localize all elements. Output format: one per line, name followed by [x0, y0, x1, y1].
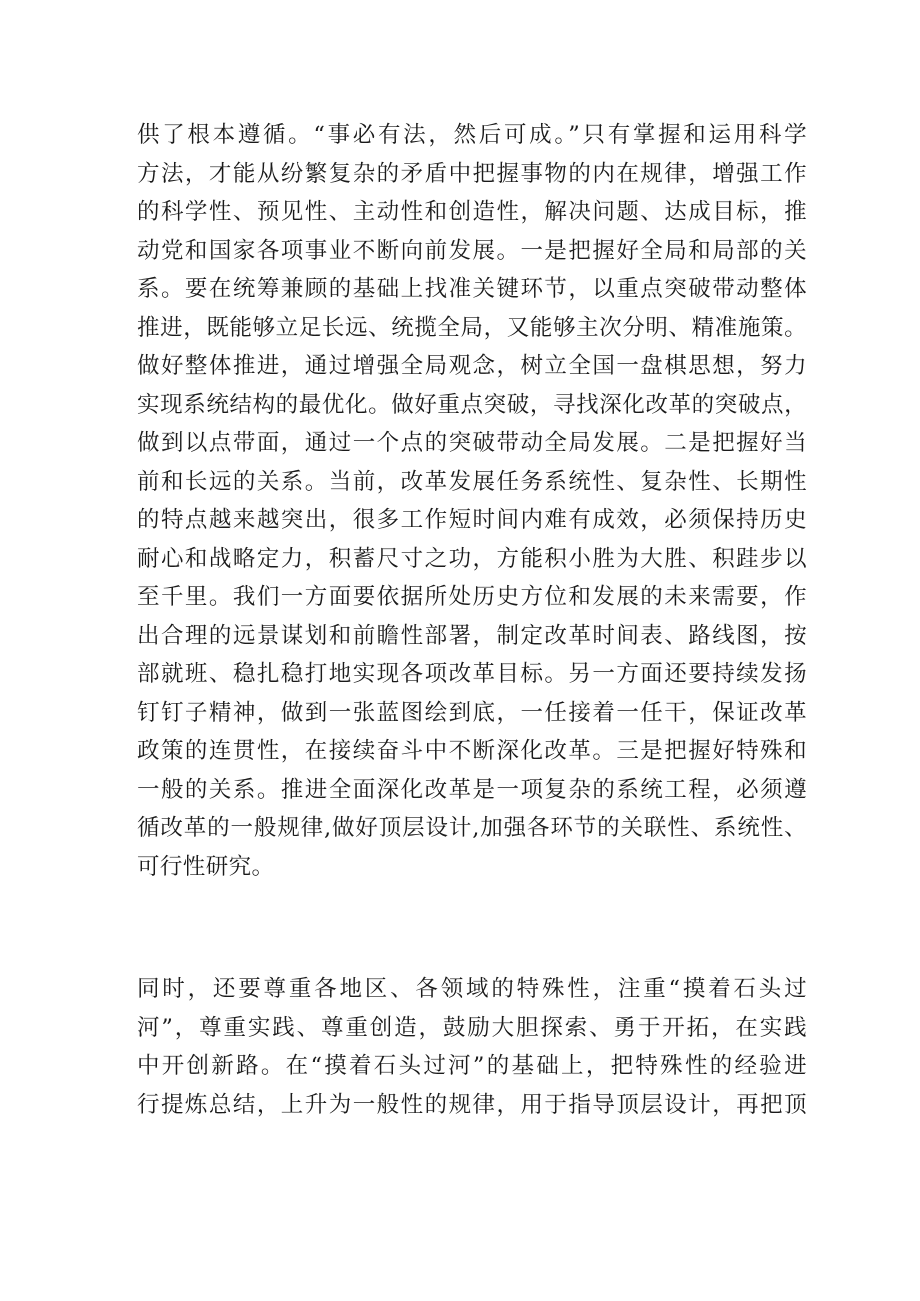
paragraph-line: 做到以点带面，通过一个点的突破带动全局发展。二是把握好当: [137, 430, 807, 456]
paragraph-line: 的科学性、预见性、主动性和创造性，解决问题、达成目标，推: [137, 199, 807, 225]
paragraph-line: 系。要在统筹兼顾的基础上找准关键环节，以重点突破带动整体: [137, 276, 807, 302]
paragraph-line: 前和长远的关系。当前，改革发展任务系统性、复杂性、长期性: [137, 468, 807, 495]
paragraph-line: 方法，才能从纷繁复杂的矛盾中把握事物的内在规律，增强工作: [137, 160, 807, 187]
paragraph-line: 政策的连贯性，在接续奋斗中不断深化改革。三是把握好特殊和: [137, 738, 807, 764]
paragraph-line: 循改革的一般规律,做好顶层设计,加强各环节的关联性、系统性、: [137, 815, 807, 841]
paragraph-line: 可行性研究。: [137, 853, 275, 880]
paragraph-line: 中开创新路。在“摸着石头过河”的基础上，把特殊性的经验进: [137, 1053, 807, 1079]
paragraph-line: 同时，还要尊重各地区、各领域的特殊性，注重“摸着石头过: [137, 976, 807, 1002]
paragraph-1: [137, 116, 807, 886]
paragraph-line: 至千里。我们一方面要依据所处历史方位和发展的未来需要，作: [137, 584, 807, 610]
paragraph-line: 的特点越来越突出，很多工作短时间内难有成效，必须保持历史: [137, 507, 807, 533]
paragraph-line: 推进，既能够立足长远、统揽全局，又能够主次分明、精准施策。: [137, 314, 807, 341]
paragraph-line: 动党和国家各项事业不断向前发展。一是把握好全局和局部的关: [137, 237, 807, 264]
paragraph-line: 河”，尊重实践、尊重创造，鼓励大胆探索、勇于开拓，在实践: [137, 1014, 807, 1041]
paragraph-line: 做好整体推进，通过增强全局观念，树立全国一盘棋思想，努力: [137, 353, 807, 379]
paragraph-2: [137, 970, 807, 1124]
paragraph-line: 供了根本遵循。“事必有法，然后可成。”只有掌握和运用科学: [137, 122, 807, 148]
paragraph-line: 一般的关系。推进全面深化改革是一项复杂的系统工程，必须遵: [137, 776, 807, 803]
paragraph-line: 实现系统结构的最优化。做好重点突破，寻找深化改革的突破点，: [137, 391, 807, 418]
paragraph-line: 钉钉子精神，做到一张蓝图绘到底，一任接着一任干，保证改革: [137, 699, 807, 726]
paragraph-line: 耐心和战略定力，积蓄尺寸之功，方能积小胜为大胜、积跬步以: [137, 545, 807, 572]
paragraph-line: 行提炼总结，上升为一般性的规律，用于指导顶层设计，再把顶: [137, 1091, 807, 1118]
paragraph-line: 部就班、稳扎稳打地实现各项改革目标。另一方面还要持续发扬: [137, 661, 807, 687]
paragraph-line: 出合理的远景谋划和前瞻性部署，制定改革时间表、路线图，按: [137, 622, 807, 649]
